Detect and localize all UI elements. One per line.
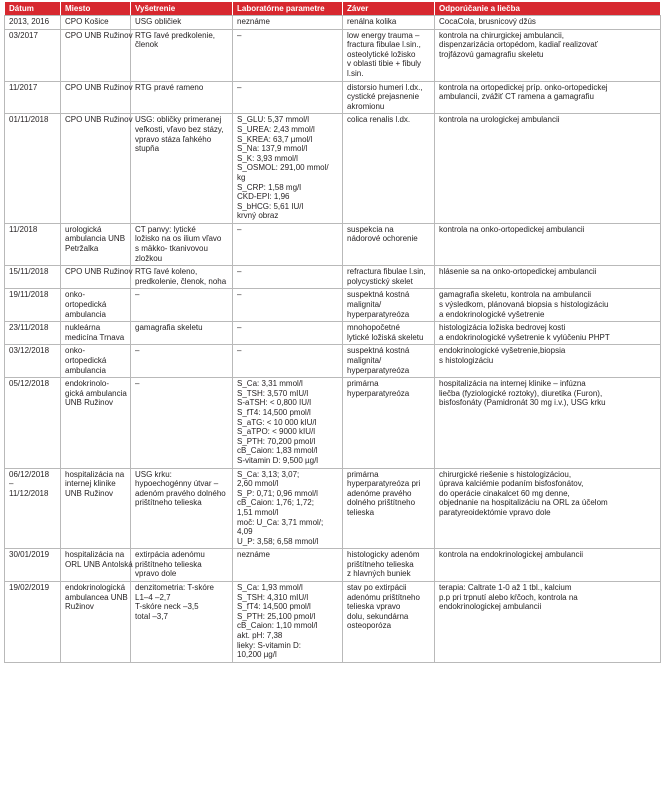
- cell-line: neznáme: [237, 17, 270, 26]
- cell-recommendation: [435, 582, 661, 663]
- cell-line: kontrola na endokrinologickej ambulancii: [439, 550, 584, 560]
- cell-line: 1,51 mmol/l: [237, 507, 279, 517]
- cell-exam: [131, 582, 233, 663]
- cell-line: 23/11/2018: [9, 323, 49, 333]
- cell-lab: [233, 345, 343, 378]
- cell-line: p.p pri trpnutí alebo kŕčoch, kontrola na: [439, 592, 578, 602]
- cell-place: [61, 289, 131, 322]
- cell-date: [5, 345, 61, 378]
- cell-lab: [233, 289, 343, 322]
- cell-line: CPO UNB Ružinov: [65, 267, 133, 277]
- cell-line: kontrola na urologickej ambulancii: [439, 115, 560, 125]
- cell-conclusion: [343, 223, 435, 265]
- cell-line: 19/11/2018: [9, 290, 49, 300]
- cell-line: S_Na: 137,9 mmol/l: [237, 144, 308, 154]
- cell-line: –: [237, 30, 242, 40]
- cell-line: RTG ľavé predkolenie,: [135, 30, 216, 40]
- cell-line: CPO UNB Ružinov: [65, 30, 133, 40]
- cell-line: kontrola na ortopedickej príp. onko-ortopedickej: [439, 82, 608, 92]
- cell-line: –: [237, 323, 242, 333]
- table-row: [5, 81, 661, 114]
- cell-line: ortopedická: [65, 300, 107, 310]
- cell-line: 11/2018: [9, 224, 38, 234]
- cell-exam: [131, 266, 233, 289]
- document-page: [4, 2, 660, 663]
- cell-line: RTG pravé rameno: [135, 82, 204, 92]
- table-row: [5, 378, 661, 468]
- cell-line: USG obličiek: [135, 17, 182, 26]
- cell-line: 05/12/2018: [9, 379, 50, 389]
- header-recommendation: Odporúčanie a liečba: [435, 2, 661, 16]
- cell-line: ambulancia: [65, 365, 106, 375]
- clinical-history-table: [4, 2, 661, 663]
- cell-conclusion: [343, 345, 435, 378]
- cell-date: [5, 378, 61, 468]
- cell-line: zložkou: [135, 253, 163, 263]
- cell-line: akromionu: [347, 101, 385, 111]
- cell-line: z hlavných buniek: [347, 569, 411, 579]
- cell-exam: [131, 16, 233, 30]
- cell-lab: [233, 468, 343, 549]
- cell-line: gamagrafia skeletu, kontrola na ambulancii: [439, 290, 592, 300]
- cell-line: 01/11/2018: [9, 115, 49, 125]
- cell-line: onko-: [65, 290, 86, 300]
- cell-line: gická ambulancia: [65, 388, 127, 398]
- cell-line: S_K: 3,93 mmol/l: [237, 153, 298, 163]
- cell-line: CKD-EPI: 1,96: [237, 192, 290, 202]
- cell-line: ambulancea UNB: [65, 592, 128, 602]
- cell-date: [5, 289, 61, 322]
- cell-line: cB_Caion: 1,83 mmol/l: [237, 446, 318, 456]
- cell-line: vpravo dole: [135, 569, 177, 579]
- cell-line: suspekcia na: [347, 224, 394, 234]
- cell-place: [61, 345, 131, 378]
- cell-line: telieska: [347, 507, 375, 517]
- cell-date: [5, 549, 61, 582]
- cell-recommendation: [435, 114, 661, 224]
- cell-line: endokrinologickej ambulancii: [439, 602, 542, 612]
- cell-line: low energy trauma –: [347, 30, 420, 40]
- cell-line: fractura fibulae l.sin.,: [347, 40, 421, 50]
- cell-line: CT panvy: lytické: [135, 224, 196, 234]
- cell-line: S_Ca: 1,93 mmol/l: [237, 583, 303, 593]
- cell-line: S_Ca: 3,13; 3,07;: [237, 469, 300, 479]
- cell-exam: [131, 322, 233, 345]
- cell-date: [5, 29, 61, 81]
- cell-line: objednanie na hospitalizáciu na ORL za účelom: [439, 498, 608, 508]
- header-conclusion: Záver: [343, 2, 435, 16]
- cell-line: total –3,7: [135, 611, 168, 621]
- cell-place: [61, 378, 131, 468]
- cell-line: predkolenie, členok, noha: [135, 276, 227, 286]
- cell-line: hyperparatyreóza: [347, 365, 410, 375]
- cell-line: prištítneho telieska: [347, 559, 414, 569]
- cell-exam: [131, 345, 233, 378]
- cell-line: bisfosfonáty (Pamidronát 30 mg i.v.), USG krku: [439, 398, 606, 408]
- cell-line: S_UREA: 2,43 mmol/l: [237, 124, 315, 134]
- cell-place: [61, 468, 131, 549]
- cell-lab: [233, 549, 343, 582]
- cell-line: primárna: [347, 379, 379, 389]
- cell-line: CPO UNB Ružinov: [65, 115, 133, 125]
- cell-date: [5, 16, 61, 30]
- cell-line: refractura fibulae l.sin,: [347, 267, 426, 277]
- cell-line: akt. pH: 7,38: [237, 631, 283, 641]
- cell-line: 2013, 2016: [9, 17, 50, 26]
- cell-line: stupňa: [135, 144, 160, 154]
- cell-date: [5, 582, 61, 663]
- cell-line: neznáme: [237, 550, 270, 560]
- cell-line: ambulancia UNB: [65, 234, 126, 244]
- cell-place: [61, 266, 131, 289]
- cell-conclusion: [343, 266, 435, 289]
- cell-line: CocaCola, brusnicový džús: [439, 17, 536, 26]
- cell-line: endokrinolo-: [65, 379, 110, 389]
- cell-line: paratyreoidektómie vpravo dole: [439, 507, 551, 517]
- cell-line: CPO Košice: [65, 17, 109, 26]
- cell-line: internej klinike: [65, 479, 116, 489]
- header-lab: Laboratórne parametre: [233, 2, 343, 16]
- cell-conclusion: [343, 378, 435, 468]
- cell-line: hospitalizácia na: [65, 550, 125, 560]
- cell-line: medicína Trnava: [65, 332, 125, 342]
- cell-conclusion: [343, 114, 435, 224]
- cell-line: –: [237, 267, 242, 277]
- cell-place: [61, 29, 131, 81]
- cell-line: a endokrinologické vyšetrenie k vylúčeniu PHPT: [439, 332, 610, 342]
- table-row: [5, 468, 661, 549]
- cell-line: –: [237, 346, 242, 356]
- cell-conclusion: [343, 468, 435, 549]
- cell-line: L1–4 –2,7: [135, 592, 171, 602]
- cell-line: trojfázovú gamagrafiu skeletu: [439, 49, 544, 59]
- cell-lab: [233, 29, 343, 81]
- cell-line: S_KREA: 63,7 µmol/l: [237, 134, 313, 144]
- cell-place: [61, 81, 131, 114]
- cell-line: ORL UNB Antolská: [65, 559, 133, 569]
- cell-line: dispenzarizácia ortopédom, kadiaľ realizovať: [439, 40, 598, 50]
- cell-line: hyperparatyreóza pri: [347, 479, 421, 489]
- cell-place: [61, 322, 131, 345]
- cell-exam: [131, 468, 233, 549]
- cell-exam: [131, 114, 233, 224]
- cell-date: [5, 322, 61, 345]
- cell-line: prištítneho telieska: [135, 498, 202, 508]
- cell-exam: [131, 29, 233, 81]
- cell-line: 4,09: [237, 527, 253, 537]
- cell-recommendation: [435, 266, 661, 289]
- table-row: [5, 114, 661, 224]
- cell-line: UNB Ružinov: [65, 398, 114, 408]
- cell-line: cystické prejasnenie: [347, 92, 420, 102]
- cell-line: úprava kalciémie podaním bisfosfonátov,: [439, 479, 584, 489]
- cell-date: [5, 266, 61, 289]
- cell-line: S_GLU: 5,37 mmol/l: [237, 115, 310, 125]
- cell-recommendation: [435, 16, 661, 30]
- cell-line: S-vitamin D: 9,500 µg/l: [237, 455, 319, 465]
- cell-line: kontrola na onko-ortopedickej ambulancii: [439, 224, 585, 234]
- cell-line: lieky: S-vitamin D:: [237, 640, 302, 650]
- cell-line: –: [237, 82, 242, 92]
- cell-line: chirurgické riešenie s histologizáciou,: [439, 469, 572, 479]
- cell-line: S_fT4: 14,500 pmol/l: [237, 407, 311, 417]
- table-body: [5, 16, 661, 663]
- cell-date: [5, 468, 61, 549]
- cell-line: T-skóre neck –3,5: [135, 602, 199, 612]
- cell-line: histologicky adenóm: [347, 550, 420, 560]
- cell-lab: [233, 582, 343, 663]
- cell-recommendation: [435, 322, 661, 345]
- cell-line: liečba (fyziologické roztoky), diuretika (Furon),: [439, 388, 603, 398]
- cell-line: moč: U_Ca: 3,71 mmol/;: [237, 517, 324, 527]
- cell-line: hypoechogénny útvar –: [135, 479, 219, 489]
- cell-line: hlásenie sa na onko-ortopedickej ambulancii: [439, 267, 597, 277]
- cell-line: osteoporóza: [347, 621, 392, 631]
- cell-line: 2,60 mmol/l: [237, 479, 279, 489]
- cell-line: 19/02/2019: [9, 583, 50, 593]
- cell-line: adenómu prištítneho: [347, 592, 420, 602]
- cell-line: adenóme pravého: [347, 488, 412, 498]
- cell-conclusion: [343, 16, 435, 30]
- cell-date: [5, 223, 61, 265]
- cell-line: colica renalis l.dx.: [347, 115, 411, 125]
- cell-line: 03/12/2018: [9, 346, 50, 356]
- cell-line: v oblasti tibie + fibuly: [347, 59, 422, 69]
- cell-recommendation: [435, 345, 661, 378]
- cell-conclusion: [343, 29, 435, 81]
- cell-line: ambulancii, zvážiť CT ramena a gamagrafiu: [439, 92, 594, 102]
- cell-lab: [233, 223, 343, 265]
- cell-place: [61, 549, 131, 582]
- cell-line: a endokrinologické vyšetrenie: [439, 309, 545, 319]
- cell-line: S-aTSH: < 0,800 IU/l: [237, 398, 312, 408]
- cell-conclusion: [343, 322, 435, 345]
- cell-conclusion: [343, 81, 435, 114]
- cell-line: 10,200 µg/l: [237, 650, 277, 660]
- cell-line: –: [135, 290, 140, 300]
- cell-line: urologická: [65, 224, 102, 234]
- header-date: Dátum: [5, 2, 61, 16]
- cell-line: lytické ložiská skeletu: [347, 332, 424, 342]
- cell-line: telieska vpravo: [347, 602, 401, 612]
- cell-line: l.sin.: [347, 68, 364, 78]
- cell-recommendation: [435, 81, 661, 114]
- table-row: [5, 345, 661, 378]
- table-row: [5, 223, 661, 265]
- cell-line: extirpácia adenómu: [135, 550, 205, 560]
- cell-line: S_bHCG: 5,61 IU/l: [237, 201, 304, 211]
- table-row: [5, 322, 661, 345]
- cell-line: ložisko na os ilium vľavo: [135, 234, 222, 244]
- table-row: [5, 582, 661, 663]
- cell-place: [61, 16, 131, 30]
- cell-conclusion: [343, 549, 435, 582]
- cell-recommendation: [435, 549, 661, 582]
- cell-exam: [131, 289, 233, 322]
- cell-line: kg: [237, 172, 246, 182]
- table-row: [5, 289, 661, 322]
- cell-line: endokrinologické vyšetrenie,biopsia: [439, 346, 566, 356]
- cell-line: S_PTH: 25,100 pmol/l: [237, 611, 316, 621]
- cell-line: S_Ca: 3,31 mmol/l: [237, 379, 303, 389]
- cell-exam: [131, 378, 233, 468]
- cell-line: osteolytické ložisko: [347, 49, 416, 59]
- cell-place: [61, 114, 131, 224]
- cell-line: kontrola na chirurgickej ambulancii,: [439, 30, 564, 40]
- cell-exam: [131, 81, 233, 114]
- cell-lab: [233, 81, 343, 114]
- cell-line: S_TSH: 3,570 mIU/l: [237, 388, 309, 398]
- cell-line: krvný obraz: [237, 211, 279, 221]
- cell-line: 11/2017: [9, 82, 38, 92]
- cell-line: mnohopočetné: [347, 323, 400, 333]
- table-row: [5, 16, 661, 30]
- cell-line: U_P: 3,58; 6,58 mmol/l: [237, 536, 319, 546]
- cell-exam: [131, 549, 233, 582]
- cell-line: RTG ľavé koleno,: [135, 267, 198, 277]
- cell-line: S_PTH: 70,200 pmol/l: [237, 436, 316, 446]
- cell-line: dolného prištítneho: [347, 498, 416, 508]
- cell-date: [5, 81, 61, 114]
- cell-line: 15/11/2018: [9, 267, 49, 277]
- cell-line: s histologizáciu: [439, 356, 494, 365]
- cell-line: polycystický skelet: [347, 276, 413, 286]
- cell-line: USG krku:: [135, 469, 172, 479]
- cell-line: vpravo stáza ľahkého: [135, 134, 212, 144]
- cell-date: [5, 114, 61, 224]
- cell-lab: [233, 114, 343, 224]
- cell-line: –: [9, 479, 14, 489]
- cell-line: stav po extirpácii: [347, 583, 407, 593]
- cell-line: prištítneho telieska: [135, 559, 202, 569]
- cell-line: suspektná kostná: [347, 290, 410, 300]
- cell-place: [61, 223, 131, 265]
- cell-line: onko-: [65, 346, 86, 356]
- cell-line: endokrinologická: [65, 583, 126, 593]
- cell-line: renálna kolika: [347, 17, 397, 26]
- cell-line: nádorové ochorenie: [347, 234, 418, 244]
- cell-lab: [233, 266, 343, 289]
- cell-line: CPO UNB Ružinov: [65, 82, 133, 92]
- cell-line: distorsio humeri l.dx.,: [347, 82, 423, 92]
- cell-line: S_fT4: 14,500 pmol/l: [237, 602, 311, 612]
- cell-line: 30/01/2019: [9, 550, 50, 560]
- cell-place: [61, 582, 131, 663]
- cell-line: veľkosti, vľavo bez stázy,: [135, 124, 224, 134]
- cell-lab: [233, 322, 343, 345]
- table-row: [5, 29, 661, 81]
- cell-line: S_CRP: 1,58 mg/l: [237, 182, 302, 192]
- cell-line: členok: [135, 40, 159, 50]
- cell-line: 11/12/2018: [9, 488, 49, 498]
- cell-line: hyperparatyreóza: [347, 388, 410, 398]
- cell-recommendation: [435, 378, 661, 468]
- cell-line: dolu, sekundárna: [347, 611, 409, 621]
- cell-line: malignita/: [347, 356, 382, 365]
- cell-line: hospitalizácia na internej klinike – infúzna: [439, 379, 586, 389]
- cell-line: primárna: [347, 469, 379, 479]
- header-exam: Vyšetrenie: [131, 2, 233, 16]
- cell-line: cB_Caion: 1,76; 1,72;: [237, 498, 314, 508]
- cell-line: 06/12/2018: [9, 469, 50, 479]
- cell-line: hospitalizácia na: [65, 469, 125, 479]
- cell-conclusion: [343, 289, 435, 322]
- cell-line: s mäkko- tkanivovou: [135, 244, 208, 254]
- cell-line: –: [135, 379, 140, 389]
- cell-line: malignita/: [347, 300, 382, 310]
- cell-line: S_TSH: 4,310 mIU/l: [237, 592, 309, 602]
- cell-line: S_OSMOL: 291,00 mmol/: [237, 163, 329, 173]
- cell-line: s výsledkom, plánovaná biopsia s histologizáciu: [439, 300, 609, 310]
- cell-line: Ružinov: [65, 602, 94, 612]
- cell-line: S_aTG: < 10 000 kIU/l: [237, 417, 317, 427]
- cell-line: S_P: 0,71; 0,96 mmol/l: [237, 488, 318, 498]
- table-header-row: [5, 2, 661, 16]
- cell-line: –: [237, 224, 242, 234]
- header-place: Miesto: [61, 2, 131, 16]
- cell-recommendation: [435, 289, 661, 322]
- cell-recommendation: [435, 29, 661, 81]
- cell-line: –: [135, 346, 140, 356]
- cell-line: UNB Ružinov: [65, 488, 114, 498]
- cell-line: S_aTPO: < 9000 kIU/l: [237, 427, 316, 437]
- cell-exam: [131, 223, 233, 265]
- cell-line: nukleárna: [65, 323, 101, 333]
- cell-line: do operácie cinakalcet 60 mg denne,: [439, 488, 570, 498]
- table-row: [5, 549, 661, 582]
- cell-line: Petržalka: [65, 244, 99, 254]
- cell-recommendation: [435, 223, 661, 265]
- cell-line: ambulancia: [65, 309, 106, 319]
- cell-line: terapia: Caltrate 1-0 až 1 tbl., kalcium: [439, 583, 572, 593]
- cell-conclusion: [343, 582, 435, 663]
- cell-recommendation: [435, 468, 661, 549]
- cell-line: –: [237, 290, 242, 300]
- cell-line: cB_Caion: 1,10 mmol/l: [237, 621, 318, 631]
- table-row: [5, 266, 661, 289]
- cell-line: ortopedická: [65, 356, 107, 365]
- cell-line: suspektná kostná: [347, 346, 410, 356]
- cell-lab: [233, 16, 343, 30]
- cell-line: gamagrafia skeletu: [135, 323, 203, 333]
- cell-line: adenóm pravého dolného: [135, 488, 226, 498]
- cell-line: histologizácia ložiska bedrovej kosti: [439, 323, 566, 333]
- cell-line: hyperparatyreóza: [347, 309, 410, 319]
- cell-lab: [233, 378, 343, 468]
- cell-line: 03/2017: [9, 30, 38, 40]
- cell-line: denzitometria: T-skóre: [135, 583, 214, 593]
- cell-line: USG: obličky primeranej: [135, 115, 222, 125]
